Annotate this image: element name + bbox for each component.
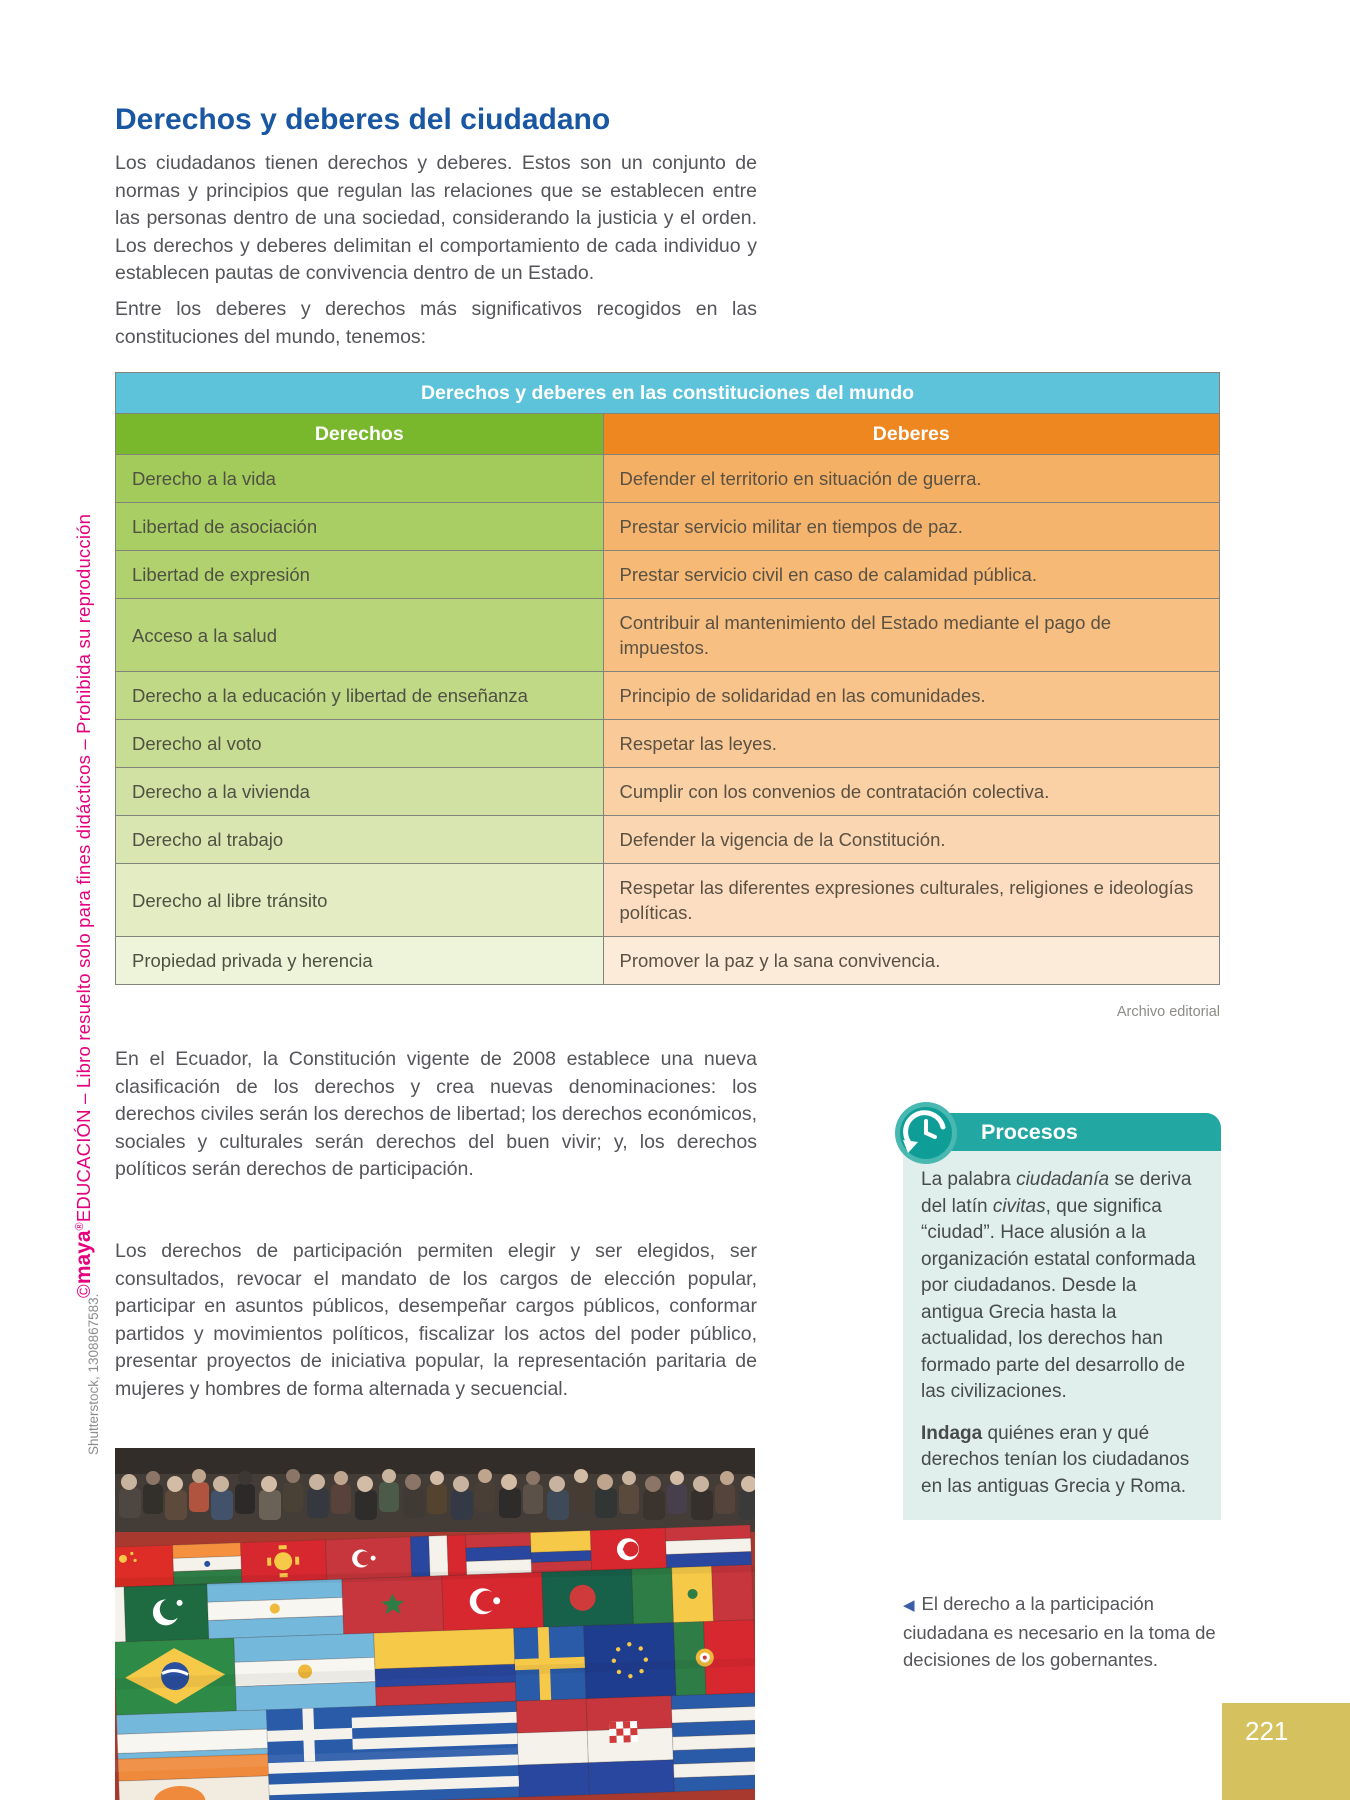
deber-cell: Prestar servicio militar en tiempos de paz. [604,503,1219,550]
table-row [116,502,1219,550]
deber-cell: Contribuir al mantenimiento del Estado mediante el pago de impuestos. [604,599,1219,671]
intro-paragraph: Los ciudadanos tienen derechos y deberes. Estos son un conjunto de normas y principios que regulan las relaciones que se establecen entre las personas dentro de una sociedad, considerando la justicia y el orden. Los derechos y deberes delimitan el comportamiento de cada individuo y establecen pautas de convivencia dentro de un Estado. [115,152,757,285]
derecho-cell: Derecho a la vida [116,455,604,502]
photo-caption [903,1590,1217,1673]
derecho-cell: Acceso a la salud [116,599,604,671]
page-title: Derechos y deberes del ciudadano [115,103,611,136]
derecho-cell: Libertad de asociación [116,503,604,550]
table-row [116,767,1219,815]
page-number: 221 [1245,1716,1289,1746]
page-number-badge [1222,1703,1350,1800]
table-row [116,719,1219,767]
lead-in-paragraph: Entre los deberes y derechos más significativos recogidos en las constituciones del mundo, tenemos: [115,298,757,348]
table-title: Derechos y deberes en las constituciones del mundo [116,373,1219,413]
deber-cell: Defender la vigencia de la Constitución. [604,816,1219,863]
rights-duties-table [115,372,1220,985]
procesos-header: Procesos [933,1113,1221,1151]
derecho-cell: Derecho al trabajo [116,816,604,863]
deber-cell: Defender el territorio en situación de guerra. [604,455,1219,502]
table-row [116,671,1219,719]
derecho-cell: Libertad de expresión [116,551,604,598]
procesos-body [903,1151,1221,1520]
table-row [116,936,1219,984]
derecho-cell: Derecho a la vivienda [116,768,604,815]
derecho-cell: Derecho a la educación y libertad de enseñanza [116,672,604,719]
column-header-derechos: Derechos [116,413,604,454]
copyright-notice: – Libro resuelto solo para fines didácticos – Prohibida su reproducción [73,513,94,1110]
photo-credit-vertical-text: Shutterstock, 1308867583. [86,1293,101,1455]
procesos-paragraph: La palabra ciudadanía se deriva del latín civitas, que significa “ciudad”. Hace alusión a la organización estatal conformada por ciudadanos. Desde la antigua Grecia hasta la actualidad, los derechos han formado parte del desarrollo de las civilizaciones. [921,1169,1196,1402]
table-row [116,550,1219,598]
brand-name: maya [72,1230,95,1285]
derecho-cell: Derecho al libre tránsito [116,864,604,936]
deber-cell: Respetar las leyes. [604,720,1219,767]
procesos-box [903,1113,1221,1520]
derecho-cell: Derecho al voto [116,720,604,767]
table-row [116,863,1219,936]
table-row [116,598,1219,671]
column-header-deberes: Deberes [604,413,1219,454]
table-row [116,815,1219,863]
brand-org: EDUCACIÓN [73,1109,94,1223]
left-triangle-marker: ◀ [903,1597,915,1614]
copyright-symbol: © [73,1284,94,1298]
registered-symbol: ® [73,1222,86,1231]
deber-cell: Respetar las diferentes expresiones culturales, religiones e ideologías políticas. [604,864,1219,936]
deber-cell: Cumplir con los convenios de contratación colectiva. [604,768,1219,815]
table-column-headers [116,413,1219,454]
table-credit: Archivo editorial [1116,1004,1220,1020]
derecho-cell: Propiedad privada y herencia [116,937,604,984]
photo-caption-text: El derecho a la participación ciudadana es necesario en la toma de decisiones de los gobernantes. [903,1593,1216,1670]
procesos-indaga-paragraph: Indaga quiénes eran y qué derechos tenían los ciudadanos en las antiguas Grecia y Roma. [921,1422,1190,1497]
table-row [116,454,1219,502]
deber-cell: Principio de solidaridad en las comunidades. [604,672,1219,719]
history-icon [893,1100,959,1166]
table-body [116,454,1219,984]
participacion-paragraph: Los derechos de participación permiten elegir y ser elegidos, ser consultados, revocar el mandato de los cargos de elección popular, participar en asuntos públicos, desempeñar cargos públicos, conformar partidos y movimientos políticos, fiscalizar los actos del poder público, presentar proyectos de iniciativa popular, la representación paritaria de mujeres y hombres de forma alternada y secuencial. [115,1240,757,1400]
world-flags-photo [115,1448,755,1800]
deber-cell: Prestar servicio civil en caso de calamidad pública. [604,551,1219,598]
deber-cell: Promover la paz y la sana convivencia. [604,937,1219,984]
ecuador-paragraph: En el Ecuador, la Constitución vigente de 2008 establece una nueva clasificación de los derechos y crea nuevas denominaciones: los derechos civiles serán los derechos de libertad; los derechos económicos, sociales y culturales serán derechos del buen vivir; y, los derechos políticos serán derechos de participación. [115,1048,757,1181]
copyright-vertical-text [72,514,96,1298]
